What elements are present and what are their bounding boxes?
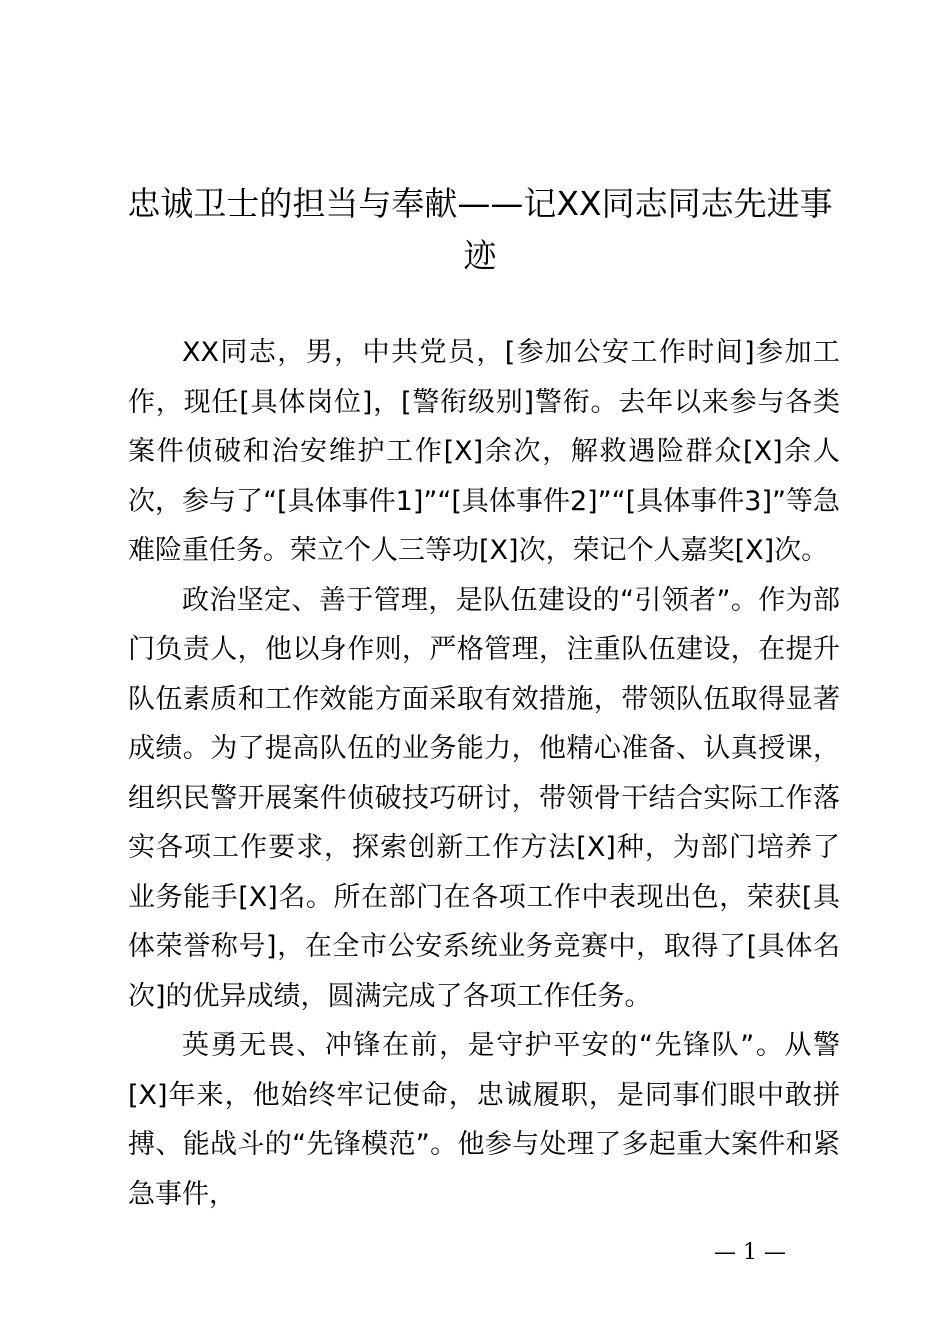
document-title: 忠诚卫士的担当与奉献——记XX同志同志先进事迹 <box>127 184 833 275</box>
paragraph-intro: XX同志，男，中共党员，[参加公安工作时间]参加工作，现任[具体岗位]，[警衔级别]警衔。去年以来参与各类案件侦破和治安维护工作[X]余次，解救遇险群众[X]余人次，参与了“[具体事件1]”“[具体事件2]”“[具体事件3]”等急难险重任务。荣立个人三等功[X]次，荣记个人嘉奖[X]次。 <box>128 337 840 566</box>
page-number: — 1 — <box>714 1240 786 1265</box>
document-body <box>128 328 840 1219</box>
paragraph-leadership: 政治坚定、善于管理，是队伍建设的“引领者”。作为部门负责人，他以身作则，严格管理，注重队伍建设，在提升队伍素质和工作效能方面采取有效措施，带领队伍取得显著成绩。为了提高队伍的业务能力，他精心准备、认真授课，组织民警开展案件侦破技巧研讨，带领骨干结合实际工作落实各项工作要求，探索创新工作方法[X]种，为部门培养了业务能手[X]名。所在部门在各项工作中表现出色，荣获[具体荣誉称号]，在全市公安系统业务竞赛中，取得了[具体名次]的优异成绩，圆满完成了各项工作任务。 <box>128 584 840 1012</box>
paragraph-bravery: 英勇无畏、冲锋在前，是守护平安的“先锋队”。从警[X]年来，他始终牢记使命，忠诚履职，是同事们眼中敢拼搏、能战斗的“先锋模范”。他参与处理了多起重大案件和紧急事件， <box>128 1030 840 1210</box>
